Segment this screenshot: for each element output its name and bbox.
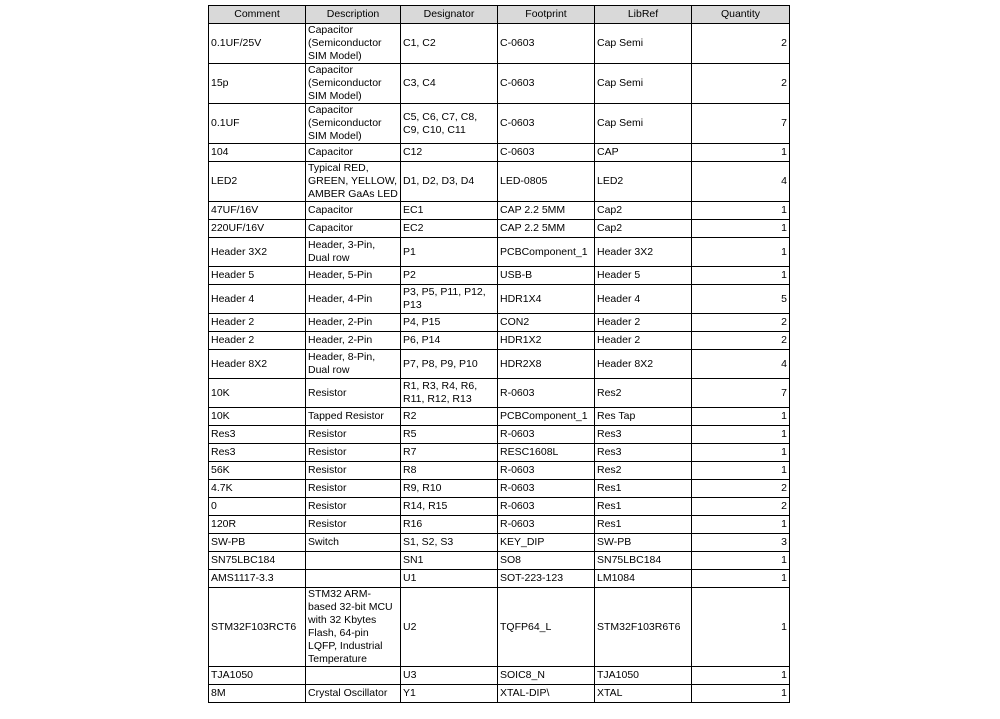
cell-comment: 10K (209, 379, 306, 408)
cell-description: Header, 2-Pin (306, 332, 401, 350)
cell-description: Header, 8-Pin, Dual row (306, 350, 401, 379)
cell-libref: Header 5 (595, 267, 692, 285)
cell-description: Capacitor (306, 144, 401, 162)
cell-libref: Res3 (595, 426, 692, 444)
cell-comment: Header 2 (209, 332, 306, 350)
cell-libref: Cap Semi (595, 64, 692, 104)
cell-quantity: 1 (692, 267, 790, 285)
cell-footprint: SOT-223-123 (498, 570, 595, 588)
cell-libref: Header 3X2 (595, 238, 692, 267)
cell-description: Capacitor (306, 220, 401, 238)
cell-footprint: R-0603 (498, 426, 595, 444)
table-row (209, 64, 790, 104)
cell-comment: 4.7K (209, 480, 306, 498)
header-designator: Designator (401, 6, 498, 24)
cell-comment: 220UF/16V (209, 220, 306, 238)
cell-description: STM32 ARM-based 32-bit MCU with 32 Kbytes Flash, 64-pin LQFP, Industrial Temperature (306, 588, 401, 667)
table-row (209, 480, 790, 498)
cell-quantity: 2 (692, 498, 790, 516)
cell-comment: Res3 (209, 426, 306, 444)
cell-comment: Header 8X2 (209, 350, 306, 379)
cell-libref: Res3 (595, 444, 692, 462)
cell-designator: C12 (401, 144, 498, 162)
table-row (209, 24, 790, 64)
table-row (209, 588, 790, 667)
cell-footprint: C-0603 (498, 144, 595, 162)
cell-comment: SN75LBC184 (209, 552, 306, 570)
table-row (209, 267, 790, 285)
table-row (209, 285, 790, 314)
cell-libref: XTAL (595, 685, 692, 703)
cell-libref: Header 4 (595, 285, 692, 314)
bom-table (208, 5, 790, 703)
cell-comment: Res3 (209, 444, 306, 462)
cell-footprint: CAP 2.2 5MM (498, 220, 595, 238)
cell-libref: Cap Semi (595, 24, 692, 64)
cell-quantity: 1 (692, 552, 790, 570)
table-row (209, 570, 790, 588)
cell-description: Header, 5-Pin (306, 267, 401, 285)
cell-quantity: 2 (692, 24, 790, 64)
cell-description: Capacitor (Semiconductor SIM Model) (306, 104, 401, 144)
cell-comment: 0 (209, 498, 306, 516)
cell-designator: C3, C4 (401, 64, 498, 104)
cell-footprint: HDR1X2 (498, 332, 595, 350)
cell-comment: LED2 (209, 162, 306, 202)
cell-designator: U1 (401, 570, 498, 588)
cell-comment: AMS1117-3.3 (209, 570, 306, 588)
cell-designator: R8 (401, 462, 498, 480)
cell-quantity: 1 (692, 588, 790, 667)
cell-quantity: 1 (692, 516, 790, 534)
table-row (209, 314, 790, 332)
cell-libref: Res1 (595, 498, 692, 516)
cell-footprint: HDR2X8 (498, 350, 595, 379)
cell-designator: C1, C2 (401, 24, 498, 64)
cell-footprint: C-0603 (498, 104, 595, 144)
table-row (209, 498, 790, 516)
cell-designator: Y1 (401, 685, 498, 703)
cell-designator: EC2 (401, 220, 498, 238)
cell-quantity: 1 (692, 685, 790, 703)
header-comment: Comment (209, 6, 306, 24)
header-libref: LibRef (595, 6, 692, 24)
cell-quantity: 1 (692, 570, 790, 588)
cell-comment: 56K (209, 462, 306, 480)
cell-description: Resistor (306, 379, 401, 408)
cell-libref: CAP (595, 144, 692, 162)
cell-comment: 8M (209, 685, 306, 703)
cell-footprint: C-0603 (498, 24, 595, 64)
cell-quantity: 1 (692, 444, 790, 462)
cell-comment: Header 2 (209, 314, 306, 332)
cell-footprint: SO8 (498, 552, 595, 570)
cell-libref: LED2 (595, 162, 692, 202)
cell-libref: Header 2 (595, 314, 692, 332)
cell-designator: P7, P8, P9, P10 (401, 350, 498, 379)
table-row (209, 162, 790, 202)
cell-description: Capacitor (306, 202, 401, 220)
cell-quantity: 2 (692, 64, 790, 104)
table-row (209, 144, 790, 162)
cell-quantity: 1 (692, 220, 790, 238)
cell-libref: SW-PB (595, 534, 692, 552)
cell-quantity: 1 (692, 667, 790, 685)
cell-quantity: 7 (692, 104, 790, 144)
cell-description (306, 552, 401, 570)
cell-libref: Cap Semi (595, 104, 692, 144)
cell-quantity: 4 (692, 350, 790, 379)
cell-comment: SW-PB (209, 534, 306, 552)
cell-footprint: SOIC8_N (498, 667, 595, 685)
cell-comment: STM32F103RCT6 (209, 588, 306, 667)
table-row (209, 462, 790, 480)
cell-designator: R5 (401, 426, 498, 444)
cell-designator: P1 (401, 238, 498, 267)
cell-designator: U2 (401, 588, 498, 667)
cell-footprint: R-0603 (498, 516, 595, 534)
cell-quantity: 7 (692, 379, 790, 408)
cell-libref: Cap2 (595, 202, 692, 220)
cell-footprint: RESC1608L (498, 444, 595, 462)
cell-libref: SN75LBC184 (595, 552, 692, 570)
cell-designator: C5, C6, C7, C8, C9, C10, C11 (401, 104, 498, 144)
table-row (209, 444, 790, 462)
header-row (209, 6, 790, 24)
cell-comment: 10K (209, 408, 306, 426)
cell-description: Typical RED, GREEN, YELLOW, AMBER GaAs LED (306, 162, 401, 202)
cell-footprint: TQFP64_L (498, 588, 595, 667)
cell-quantity: 1 (692, 202, 790, 220)
table-row (209, 516, 790, 534)
cell-footprint: PCBComponent_1 (498, 238, 595, 267)
cell-description: Resistor (306, 516, 401, 534)
cell-comment: 0.1UF (209, 104, 306, 144)
cell-description: Switch (306, 534, 401, 552)
table-row (209, 202, 790, 220)
cell-quantity: 1 (692, 426, 790, 444)
cell-libref: Header 2 (595, 332, 692, 350)
cell-quantity: 2 (692, 332, 790, 350)
cell-designator: R9, R10 (401, 480, 498, 498)
cell-designator: D1, D2, D3, D4 (401, 162, 498, 202)
cell-libref: Res1 (595, 516, 692, 534)
cell-quantity: 1 (692, 408, 790, 426)
header-quantity: Quantity (692, 6, 790, 24)
cell-libref: TJA1050 (595, 667, 692, 685)
table-row (209, 552, 790, 570)
cell-description: Crystal Oscillator (306, 685, 401, 703)
cell-quantity: 2 (692, 480, 790, 498)
cell-designator: P6, P14 (401, 332, 498, 350)
cell-comment: TJA1050 (209, 667, 306, 685)
cell-description: Resistor (306, 444, 401, 462)
cell-description: Header, 2-Pin (306, 314, 401, 332)
cell-description: Resistor (306, 462, 401, 480)
cell-footprint: CAP 2.2 5MM (498, 202, 595, 220)
cell-libref: Res1 (595, 480, 692, 498)
cell-footprint: R-0603 (498, 462, 595, 480)
table-row (209, 332, 790, 350)
cell-libref: LM1084 (595, 570, 692, 588)
cell-description: Header, 3-Pin, Dual row (306, 238, 401, 267)
table-row (209, 238, 790, 267)
cell-quantity: 5 (692, 285, 790, 314)
cell-description: Resistor (306, 426, 401, 444)
cell-quantity: 3 (692, 534, 790, 552)
cell-footprint: R-0603 (498, 498, 595, 516)
table-row (209, 350, 790, 379)
cell-footprint: R-0603 (498, 379, 595, 408)
table-row (209, 667, 790, 685)
header-description: Description (306, 6, 401, 24)
cell-footprint: R-0603 (498, 480, 595, 498)
cell-designator: R2 (401, 408, 498, 426)
table-row (209, 220, 790, 238)
cell-footprint: PCBComponent_1 (498, 408, 595, 426)
cell-footprint: XTAL-DIP\ (498, 685, 595, 703)
cell-description: Resistor (306, 498, 401, 516)
cell-comment: 120R (209, 516, 306, 534)
cell-designator: P3, P5, P11, P12, P13 (401, 285, 498, 314)
table-row (209, 534, 790, 552)
cell-comment: Header 4 (209, 285, 306, 314)
cell-description (306, 570, 401, 588)
cell-designator: R7 (401, 444, 498, 462)
cell-quantity: 1 (692, 144, 790, 162)
cell-designator: U3 (401, 667, 498, 685)
cell-description: Capacitor (Semiconductor SIM Model) (306, 64, 401, 104)
table-row (209, 379, 790, 408)
cell-description: Tapped Resistor (306, 408, 401, 426)
cell-designator: SN1 (401, 552, 498, 570)
cell-comment: 104 (209, 144, 306, 162)
cell-libref: Cap2 (595, 220, 692, 238)
cell-designator: R1, R3, R4, R6, R11, R12, R13 (401, 379, 498, 408)
cell-description (306, 667, 401, 685)
cell-description: Capacitor (Semiconductor SIM Model) (306, 24, 401, 64)
cell-designator: R14, R15 (401, 498, 498, 516)
cell-quantity: 4 (692, 162, 790, 202)
cell-quantity: 1 (692, 462, 790, 480)
table-row (209, 408, 790, 426)
cell-footprint: USB-B (498, 267, 595, 285)
cell-designator: P4, P15 (401, 314, 498, 332)
cell-description: Resistor (306, 480, 401, 498)
cell-designator: EC1 (401, 202, 498, 220)
cell-comment: Header 5 (209, 267, 306, 285)
cell-quantity: 2 (692, 314, 790, 332)
bom-table-body (209, 24, 790, 703)
cell-comment: Header 3X2 (209, 238, 306, 267)
table-row (209, 426, 790, 444)
cell-comment: 47UF/16V (209, 202, 306, 220)
header-footprint: Footprint (498, 6, 595, 24)
cell-description: Header, 4-Pin (306, 285, 401, 314)
cell-libref: Res2 (595, 462, 692, 480)
cell-designator: S1, S2, S3 (401, 534, 498, 552)
cell-libref: Res2 (595, 379, 692, 408)
table-row (209, 685, 790, 703)
cell-footprint: LED-0805 (498, 162, 595, 202)
cell-footprint: C-0603 (498, 64, 595, 104)
cell-footprint: KEY_DIP (498, 534, 595, 552)
cell-comment: 15p (209, 64, 306, 104)
table-row (209, 104, 790, 144)
cell-designator: R16 (401, 516, 498, 534)
cell-libref: Res Tap (595, 408, 692, 426)
cell-libref: Header 8X2 (595, 350, 692, 379)
cell-footprint: HDR1X4 (498, 285, 595, 314)
cell-libref: STM32F103R6T6 (595, 588, 692, 667)
cell-quantity: 1 (692, 238, 790, 267)
cell-comment: 0.1UF/25V (209, 24, 306, 64)
cell-footprint: CON2 (498, 314, 595, 332)
cell-designator: P2 (401, 267, 498, 285)
